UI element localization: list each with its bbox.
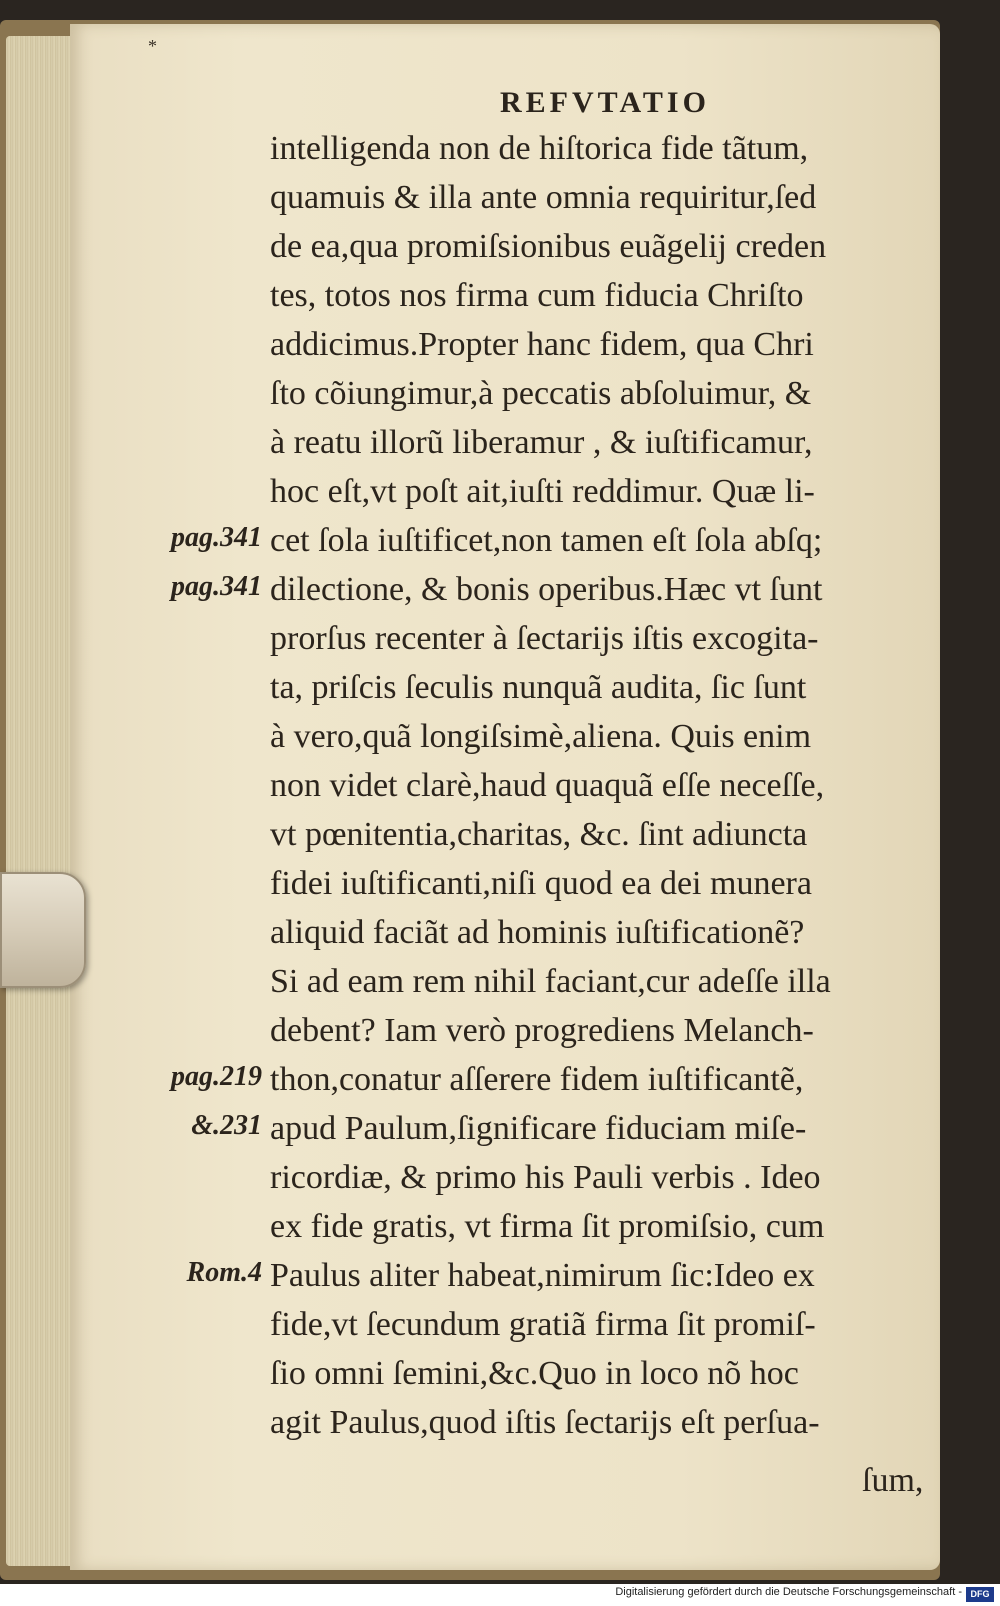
text-line: fide,vt ſecundum gratiã firma ſit promiſ- (270, 1306, 816, 1343)
book-clasp (0, 872, 86, 988)
marginal-note: pag.341 (171, 571, 262, 602)
text-line: tes, totos nos firma cum fiducia Chriſto (270, 277, 804, 314)
text-line: vt pœnitentia,charitas, &c. ſint adiuncta (270, 816, 808, 853)
text-line: hoc eſt,vt poſt ait,iuſti reddimur. Quæ li- (270, 473, 815, 510)
text-line: Paulus aliter habeat,nimirum ſic:Ideo ex (270, 1257, 815, 1294)
page-edges (6, 36, 76, 1566)
text-line: thon,conatur aſſerere fidem iuſtificantẽ, (270, 1061, 804, 1098)
text-line: prorſus recenter à ſectarijs iſtis excogita- (270, 620, 819, 657)
text-line: Si ad eam rem nihil faciant,cur adeſſe illa (270, 963, 831, 1000)
text-line: apud Paulum,ſignificare fiduciam miſe- (270, 1110, 807, 1147)
text-line: à reatu illorũ liberamur , & iuſtificamur, (270, 424, 813, 461)
text-line: ricordiæ, & primo his Pauli verbis . Ideo (270, 1159, 821, 1196)
text-line: intelligenda non de hiſtorica fide tãtum, (270, 130, 809, 167)
text-line: cet ſola iuſtificet,non tamen eſt ſola abſq; (270, 522, 823, 559)
text-line: fidei iuſtificanti,niſi quod ea dei munera (270, 865, 812, 902)
text-line: aliquid faciãt ad hominis iuſtificationẽ? (270, 914, 805, 951)
text-line: à vero,quã longiſsimè,aliena. Quis enim (270, 718, 812, 755)
text-line: non videt clarè,haud quaquã eſſe neceſſe, (270, 767, 825, 804)
dfg-logo: DFG (966, 1587, 994, 1602)
marginal-note: &.231 (191, 1110, 262, 1141)
footer-credit: Digitalisierung gefördert durch die Deutsche Forschungsgemeinschaft - (615, 1586, 962, 1598)
text-line: ex fide gratis, vt firma ſit promiſsio, cum (270, 1208, 825, 1245)
text-line: de ea,qua promiſsionibus euãgelij creden (270, 228, 827, 265)
text-line: addicimus.Propter hanc fidem, qua Chri (270, 326, 814, 363)
marginal-note: pag.341 (171, 522, 262, 553)
marginal-note: pag.219 (171, 1061, 262, 1092)
corner-mark: * (148, 36, 157, 56)
text-line: agit Paulus,quod iſtis ſectarijs eſt perſua- (270, 1404, 820, 1441)
text-line: ſto cõiungimur,à peccatis abſoluimur, & (270, 375, 812, 412)
body-text (270, 124, 970, 1447)
running-title: REFVTATIO (500, 86, 710, 119)
text-line: dilectione, & bonis operibus.Hæc vt ſunt (270, 571, 823, 608)
text-line: debent? Iam verò progrediens Melanch- (270, 1012, 814, 1049)
catchword: ſum, (862, 1462, 924, 1499)
text-line: ſio omni ſemini,&c.Quo in loco nõ hoc (270, 1355, 799, 1392)
marginal-note: Rom.4 (186, 1257, 262, 1288)
text-line: ta, priſcis ſeculis nunquã audita, ſic ſunt (270, 669, 807, 706)
text-line: quamuis & illa ante omnia requiritur,ſed (270, 179, 817, 216)
